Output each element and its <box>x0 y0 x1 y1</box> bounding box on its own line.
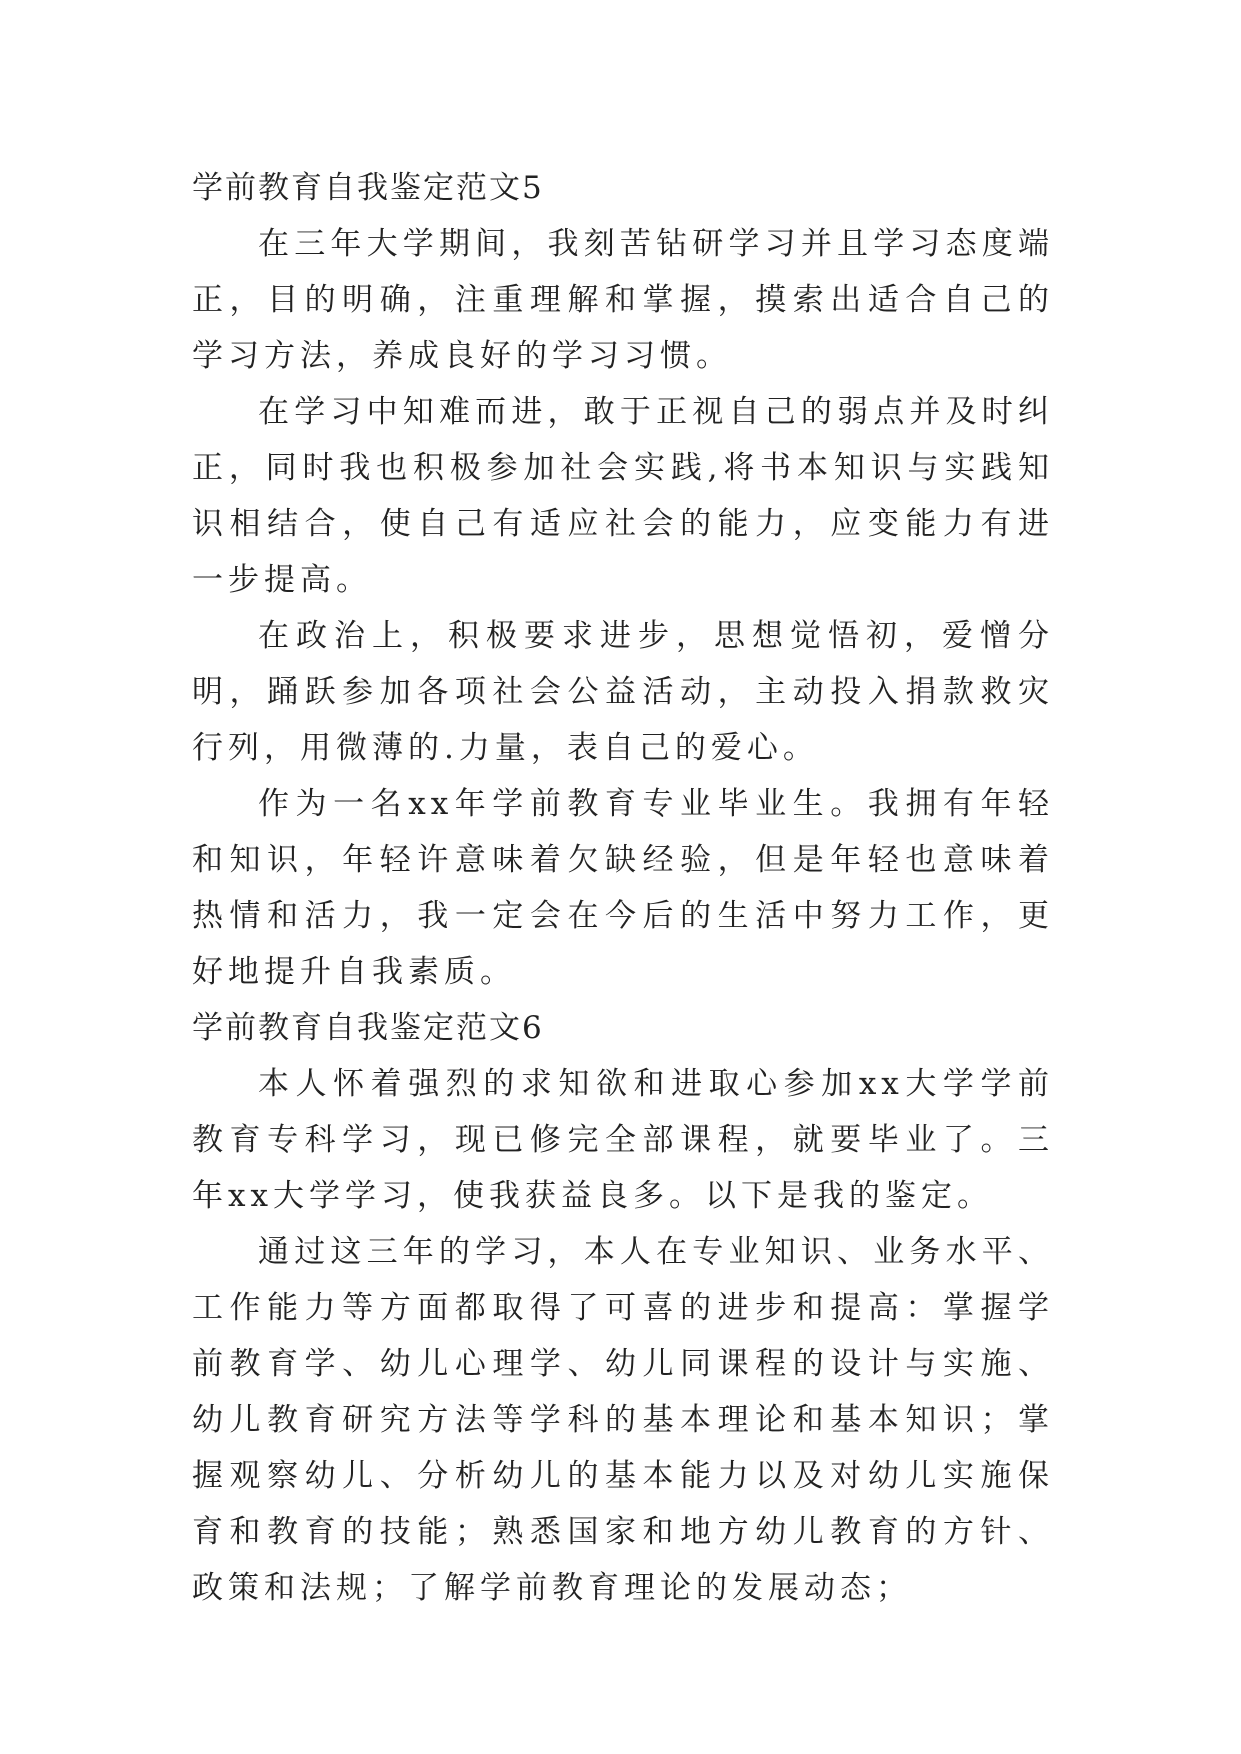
paragraph: 通过这三年的学习，本人在专业知识、业务水平、工作能力等方面都取得了可喜的进步和提高：掌握学前教育学、幼儿心理学、幼儿同课程的设计与实施、幼儿教育研究方法等学科的基本理论和基本知识；掌握观察幼儿、分析幼儿的基本能力以及对幼儿实施保育和教育的技能；熟悉国家和地方幼儿教育的方针、政策和法规；了解学前教育理论的发展动态； <box>192 1234 1054 1606</box>
paragraph: 在学习中知难而进，敢于正视自己的弱点并及时纠正，同时我也积极参加社会实践,将书本知识与实践知识相结合，使自己有适应社会的能力，应变能力有进一步提高。 <box>192 394 1054 598</box>
document-body <box>192 160 1054 1616</box>
paragraph: 在政治上，积极要求进步，思想觉悟初，爱憎分明，踊跃参加各项社会公益活动，主动投入捐款救灾行列，用微薄的.力量，表自己的爱心。 <box>192 618 1054 766</box>
paragraph: 本人怀着强烈的求知欲和进取心参加xx大学学前教育专科学习，现已修完全部课程，就要毕业了。三年xx大学学习，使我获益良多。以下是我的鉴定。 <box>192 1066 1054 1214</box>
paragraph: 在三年大学期间，我刻苦钻研学习并且学习态度端正，目的明确，注重理解和掌握，摸索出适合自己的学习方法，养成良好的学习习惯。 <box>192 226 1054 374</box>
paragraph: 作为一名xx年学前教育专业毕业生。我拥有年轻和知识，年轻许意味着欠缺经验，但是年轻也意味着热情和活力，我一定会在今后的生活中努力工作，更好地提升自我素质。 <box>192 786 1054 990</box>
section-heading: 学前教育自我鉴定范文6 <box>192 1010 544 1046</box>
section-heading: 学前教育自我鉴定范文5 <box>192 170 544 206</box>
